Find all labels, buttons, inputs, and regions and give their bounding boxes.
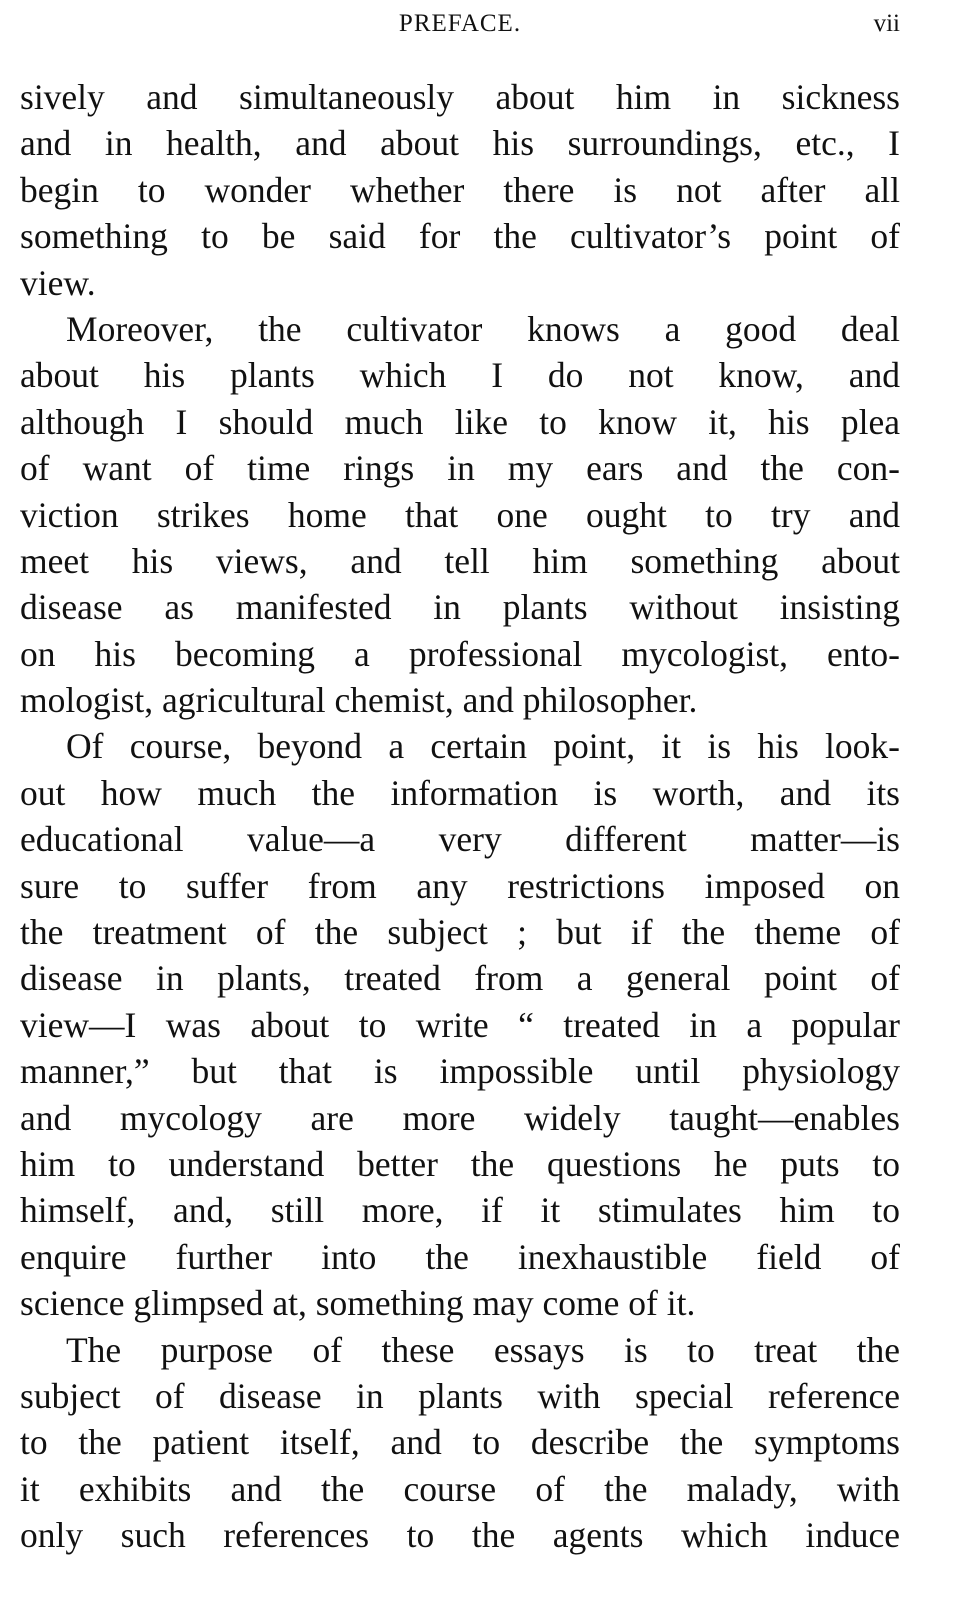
text-line: the treatment of the subject ; but if the theme of — [20, 912, 900, 953]
text-line: it exhibits and the course of the malady, with — [20, 1468, 900, 1509]
text-line: on his becoming a professional mycologist, ento- — [20, 633, 900, 674]
text-line: meet his views, and tell him something about — [20, 540, 900, 581]
text-line: and in health, and about his surroundings, etc., I — [20, 123, 900, 164]
text-line: himself, and, still more, if it stimulates him to — [20, 1190, 900, 1231]
text-line: sure to suffer from any restrictions imposed on — [20, 865, 900, 906]
body-text — [20, 74, 900, 1559]
running-head-title: PREFACE. — [398, 10, 522, 37]
text-line: viction strikes home that one ought to try and — [20, 494, 900, 535]
text-line: science glimpsed at, something may come of it. — [20, 1283, 696, 1324]
text-line: him to understand better the questions he puts to — [20, 1143, 900, 1184]
text-line: view—I was about to write “ treated in a popular — [20, 1004, 900, 1045]
text-line: sively and simultaneously about him in sickness — [20, 77, 900, 117]
text-line: disease in plants, treated from a general point of — [20, 958, 900, 999]
page-number: vii — [873, 10, 900, 37]
text-line: begin to wonder whether there is not after all — [20, 169, 900, 210]
text-line: of want of time rings in my ears and the con- — [20, 448, 900, 489]
text-line: enquire further into the inexhaustible field of — [20, 1236, 900, 1277]
text-line: subject of disease in plants with special reference — [20, 1375, 900, 1416]
text-line: The purpose of these essays is to treat the — [66, 1329, 900, 1370]
text-line: manner,” but that is impossible until physiology — [20, 1051, 900, 1092]
text-line: view. — [20, 262, 96, 303]
text-line: although I should much like to know it, his plea — [20, 401, 900, 442]
text-line: Of course, beyond a certain point, it is his look- — [66, 726, 900, 767]
text-line: out how much the information is worth, and its — [20, 772, 900, 813]
text-line: mologist, agricultural chemist, and philosopher. — [20, 680, 698, 721]
text-line: educational value—a very different matter—is — [20, 819, 900, 860]
text-line: to the patient itself, and to describe the symptoms — [20, 1422, 900, 1463]
text-line: and mycology are more widely taught—enables — [20, 1097, 900, 1138]
text-line: about his plants which I do not know, and — [20, 355, 900, 396]
text-line: only such references to the agents which induce — [20, 1515, 900, 1556]
text-line: disease as manifested in plants without insisting — [20, 587, 900, 628]
text-line: something to be said for the cultivator’s point of — [20, 216, 900, 257]
text-line: Moreover, the cultivator knows a good deal — [66, 308, 900, 349]
running-head — [20, 10, 900, 40]
